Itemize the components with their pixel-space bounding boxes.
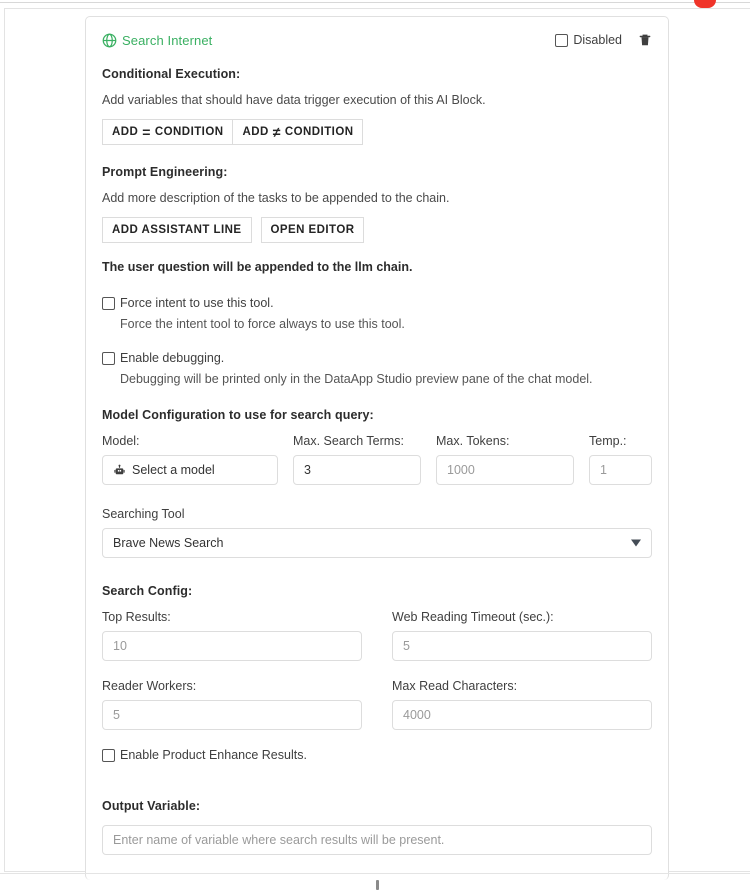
searching-tool-select[interactable] [102, 528, 652, 558]
temperature-field [589, 434, 652, 485]
enable-product-enhance-label: Enable Product Enhance Results. [120, 748, 307, 762]
equals-glyph-icon: = [142, 124, 151, 140]
add-assistant-line-button[interactable]: ADD ASSISTANT LINE [102, 217, 252, 243]
temperature-input[interactable] [589, 455, 652, 485]
model-select[interactable] [102, 455, 278, 485]
enable-debugging-row[interactable] [102, 351, 652, 366]
not-equals-glyph-icon: ≠ [272, 124, 281, 140]
prompt-engineering-description: Add more description of the tasks to be appended to the chain. [102, 191, 450, 205]
model-configuration-grid [102, 434, 652, 485]
force-intent-note: Force the intent tool to force always to use this tool. [120, 317, 405, 331]
enable-product-enhance-checkbox[interactable] [102, 749, 115, 762]
globe-icon [102, 33, 117, 48]
prompt-buttons-row [102, 217, 652, 243]
model-select-value: Select a model [132, 463, 215, 477]
enable-debugging-checkbox[interactable] [102, 352, 115, 365]
search-config-heading: Search Config: [102, 584, 193, 598]
top-results-input[interactable] [102, 631, 362, 661]
model-configuration-heading: Model Configuration to use for search query: [102, 408, 374, 422]
max-tokens-input[interactable] [436, 455, 574, 485]
add-not-equals-condition-prefix: ADD [242, 126, 269, 138]
max-read-characters-field [392, 679, 652, 730]
model-field [102, 434, 278, 485]
block-title: Search Internet [122, 32, 213, 48]
max-search-terms-label: Max. Search Terms: [293, 434, 404, 448]
top-results-label: Top Results: [102, 610, 171, 624]
notification-badge[interactable] [694, 0, 716, 8]
robot-icon [113, 464, 126, 477]
web-reading-timeout-input[interactable] [392, 631, 652, 661]
trash-icon[interactable] [638, 32, 652, 48]
web-reading-timeout-field [392, 610, 652, 661]
add-equals-condition-button[interactable] [102, 119, 233, 145]
temperature-label: Temp.: [589, 434, 627, 448]
add-not-equals-condition-button[interactable] [232, 119, 363, 145]
disabled-checkbox[interactable] [555, 34, 568, 47]
chevron-down-icon [631, 540, 641, 547]
searching-tool-field [102, 507, 652, 558]
enable-debugging-label: Enable debugging. [120, 351, 225, 365]
max-tokens-label: Max. Tokens: [436, 434, 510, 448]
bottom-divider [0, 873, 750, 874]
force-intent-label: Force intent to use this tool. [120, 296, 274, 310]
disabled-label: Disabled [573, 33, 622, 47]
prompt-engineering-heading: Prompt Engineering: [102, 165, 228, 179]
add-not-equals-condition-suffix: CONDITION [284, 126, 354, 138]
force-intent-row[interactable] [102, 296, 652, 311]
add-equals-condition-prefix: ADD [112, 126, 139, 138]
output-variable-heading: Output Variable: [102, 799, 201, 813]
max-read-characters-label: Max Read Characters: [392, 679, 518, 693]
output-variable-input[interactable] [102, 825, 652, 855]
enable-product-enhance-row[interactable] [102, 748, 652, 763]
searching-tool-value: Brave News Search [113, 536, 224, 550]
conditional-execution-description: Add variables that should have data trigger execution of this AI Block. [102, 93, 486, 107]
max-search-terms-input[interactable] [293, 455, 421, 485]
max-tokens-field [436, 434, 574, 485]
max-search-terms-field [293, 434, 421, 485]
disabled-toggle-group[interactable] [555, 33, 622, 47]
reader-workers-field [102, 679, 362, 730]
model-label: Model: [102, 434, 140, 448]
condition-buttons-row [102, 119, 652, 145]
user-question-note: The user question will be appended to the llm chain. [102, 260, 413, 274]
search-config-grid [102, 610, 652, 730]
enable-debugging-note: Debugging will be printed only in the DataApp Studio preview pane of the chat model. [120, 372, 593, 386]
max-read-characters-input[interactable] [392, 700, 652, 730]
resize-handle[interactable] [376, 880, 379, 890]
web-reading-timeout-label: Web Reading Timeout (sec.): [392, 610, 554, 624]
top-divider [0, 2, 750, 3]
open-editor-button[interactable]: OPEN EDITOR [261, 217, 365, 243]
block-header [102, 29, 652, 51]
section-spacer [102, 769, 652, 799]
add-equals-condition-suffix: CONDITION [154, 126, 224, 138]
search-internet-block-card [85, 16, 669, 880]
block-title-group [102, 33, 212, 48]
reader-workers-input[interactable] [102, 700, 362, 730]
block-header-actions [555, 32, 652, 48]
force-intent-checkbox[interactable] [102, 297, 115, 310]
searching-tool-label: Searching Tool [102, 507, 185, 521]
top-results-field [102, 610, 362, 661]
reader-workers-label: Reader Workers: [102, 679, 197, 693]
conditional-execution-heading: Conditional Execution: [102, 67, 241, 81]
